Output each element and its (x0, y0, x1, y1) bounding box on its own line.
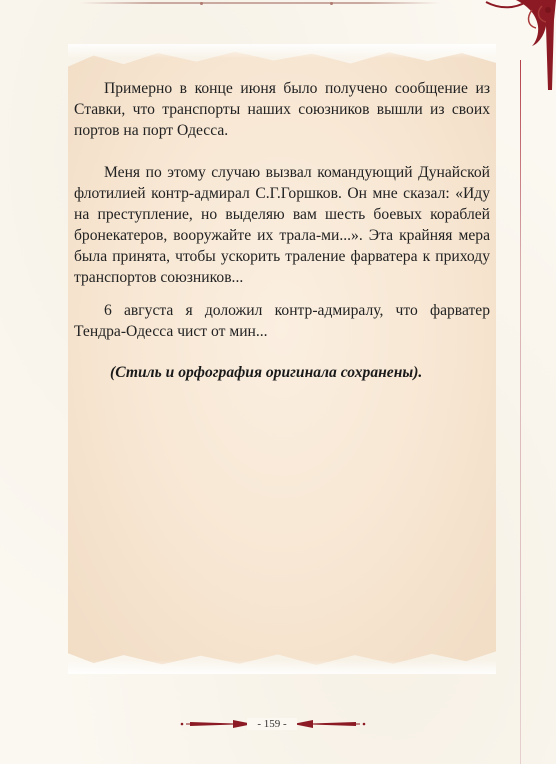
paper-edge-top (68, 44, 496, 58)
page-number: - 159 - (247, 718, 297, 730)
paragraph: Меня по этому случаю вызвал командующий Дунайской флотилией контр-адмирал С.Г.Горшков. Он мне сказал: «Иду на преступление, но выделяю вам шесть боевых кораблей бронекатеров, вооружайте их трала-ми...». Эта крайняя мера была принята, чтобы ускорить траление фарватера к приходу транспортов союзников... (74, 164, 490, 286)
paragraph: Примерно в конце июня было получено сообщение из Ставки, что транспорты наших союзников вышли из своих портов на порт Одесса. (74, 80, 490, 139)
paper-edge-bottom (68, 660, 496, 674)
page-footer (0, 712, 556, 740)
side-rule (520, 60, 521, 764)
top-divider (80, 2, 440, 4)
paragraph: 6 августа я доложил контр-адмиралу, что фарватер Тендра-Одесса чист от мин... (74, 302, 490, 340)
document-text (74, 78, 490, 383)
divider-dot (330, 2, 333, 5)
editorial-note: (Стиль и орфография оригинала сохранены). (110, 364, 423, 381)
divider-dot (200, 2, 203, 5)
